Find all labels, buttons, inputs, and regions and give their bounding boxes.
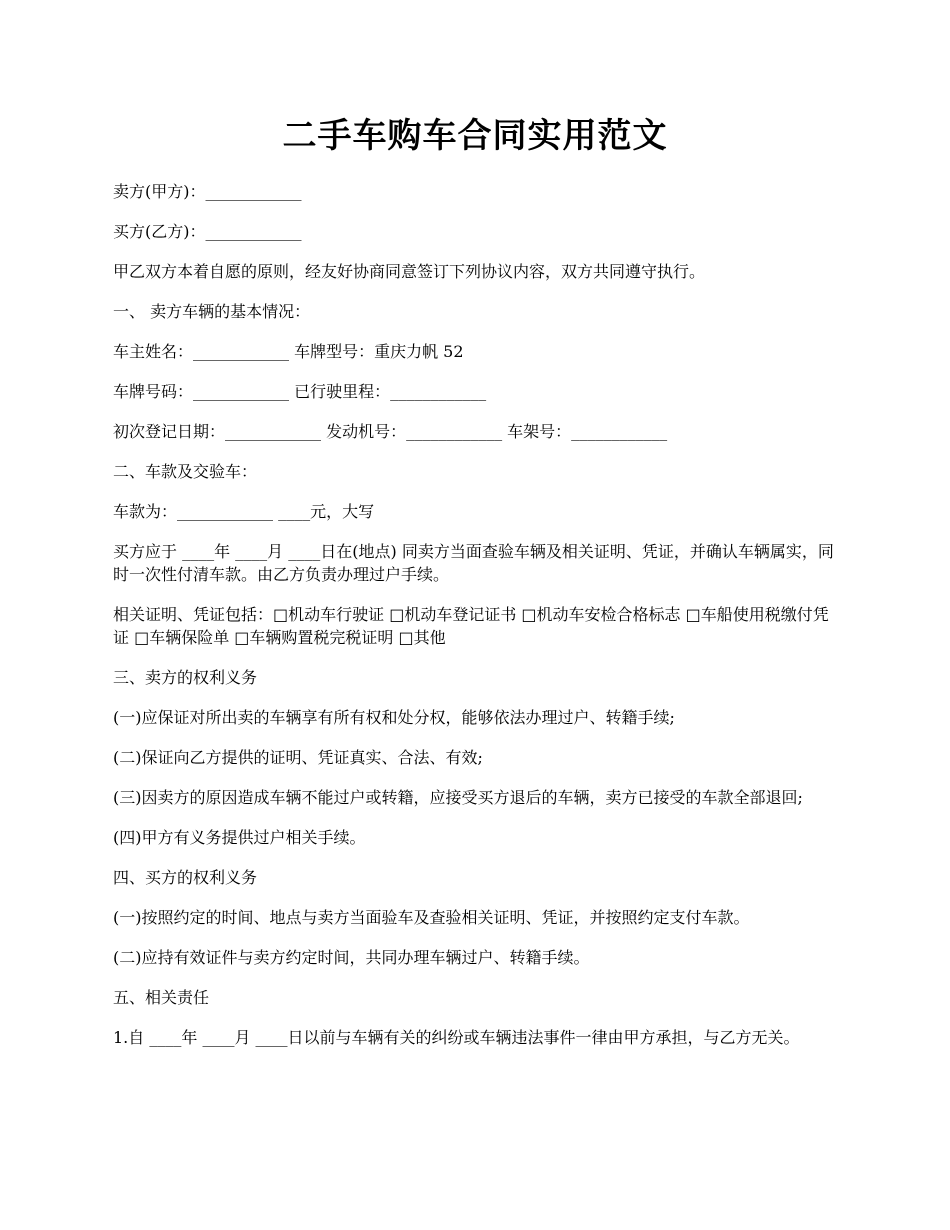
intro-paragraph: 甲乙双方本着自愿的原则，经友好协商同意签订下列协议内容，双方共同遵守执行。 (113, 262, 706, 281)
buyer-line: 买方(乙方)：____________ (113, 222, 302, 241)
buyer-duty-1: (一)按照约定的时间、地点与卖方当面验车及查验相关证明、凭证，并按照约定支付车款。 (113, 908, 750, 927)
seller-duty-2: (二)保证向乙方提供的证明、凭证真实、合法、有效; (113, 748, 483, 767)
document-title: 二手车购车合同实用范文 (282, 116, 668, 156)
liability-clause-1: 1.自 ____年 ____月 ____日以前与车辆有关的纠纷或车辆违法事件一律由甲方承担，与乙方无关。 (113, 1028, 800, 1047)
price-line: 车款为：____________ ____元，大写 (113, 502, 375, 521)
seller-duty-3: (三)因卖方的原因造成车辆不能过户或转籍，应接受买方退后的车辆，卖方已接受的车款全部退回; (113, 788, 803, 807)
seller-line: 卖方(甲方)：____________ (113, 182, 302, 201)
section-heading-payment: 二、车款及交验车： (113, 462, 258, 481)
seller-duty-1: (一)应保证对所出卖的车辆享有所有权和处分权，能够依法办理过户、转籍手续; (113, 708, 675, 727)
document-body (113, 180, 843, 1066)
section-heading-seller-duties: 三、卖方的权利义务 (113, 668, 258, 687)
inspection-paragraph: 买方应于 ____年 ____月 ____日在(地点) 同卖方当面查验车辆及相关证明、凭证，并确认车辆属实，同时一次性付清车款。由乙方负责办理过户手续。 (113, 542, 834, 584)
section-heading-buyer-duties: 四、买方的权利义务 (113, 868, 258, 887)
buyer-duty-2: (二)应持有效证件与卖方约定时间，共同办理车辆过户、转籍手续。 (113, 948, 590, 967)
seller-duty-4: (四)甲方有义务提供过户相关手续。 (113, 828, 366, 847)
section-heading-vehicle-info: 一、 卖方车辆的基本情况： (113, 302, 311, 321)
section-heading-liability: 五、相关责任 (113, 988, 210, 1007)
documents-checklist-paragraph: 相关证明、凭证包括：□机动车行驶证 □机动车登记证书 □机动车安检合格标志 □车船使用税缴付凭证 □车辆保险单 □车辆购置税完税证明 □其他 (113, 605, 829, 647)
plate-and-mileage-line: 车牌号码：____________ 已行驶里程：____________ (113, 382, 487, 401)
owner-and-model-line: 车主姓名：____________ 车牌型号：重庆力帆 52 (113, 342, 464, 361)
registration-engine-frame-line: 初次登记日期：____________ 发动机号：____________ 车架号：____________ (113, 422, 668, 441)
